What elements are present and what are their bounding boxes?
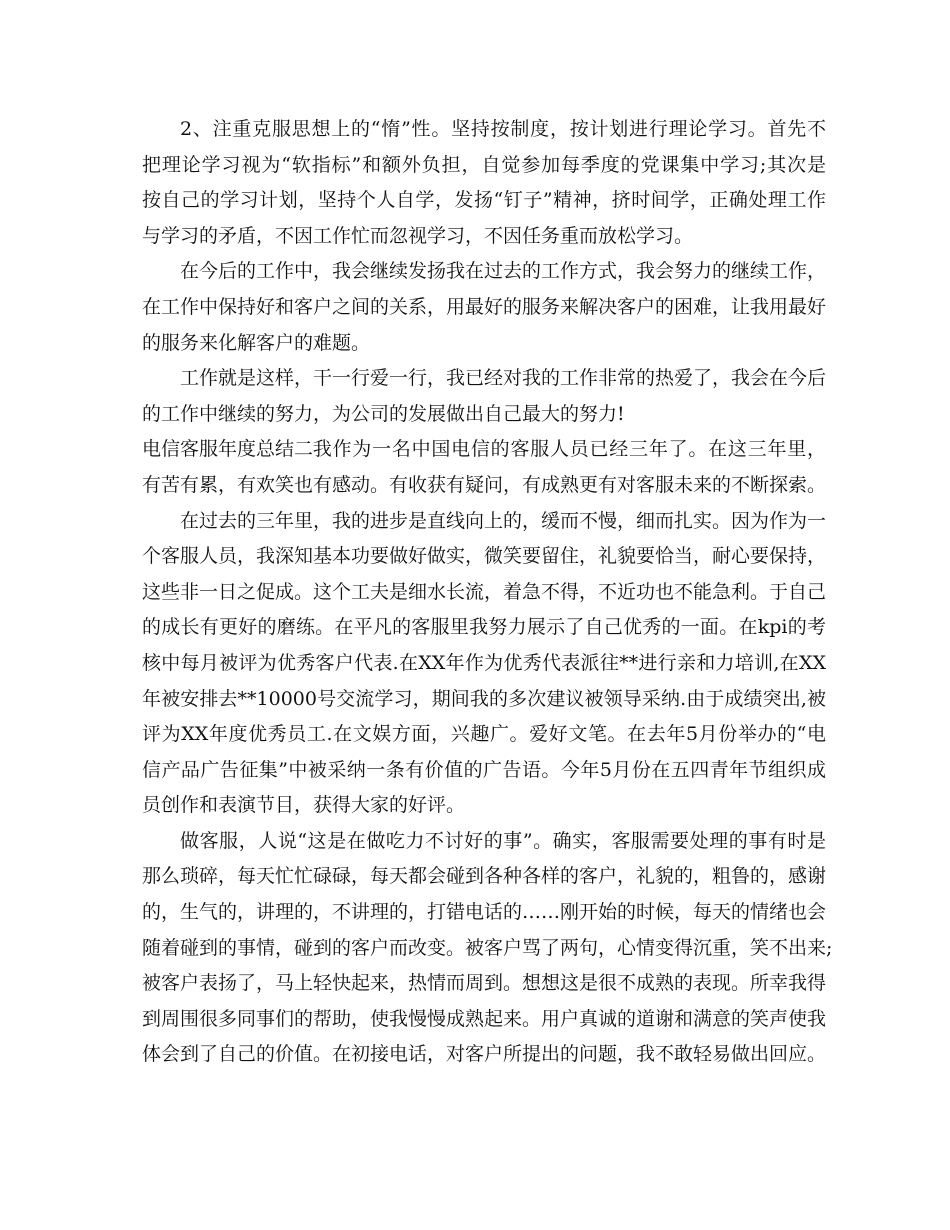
paragraph-4-line-1-text: 我作为一名中国电信的客服人员已经三年了。在这三年里， bbox=[312, 438, 826, 461]
paragraph-6-line-4: 随着碰到的事情，碰到的客户而改变。被客户骂了两句，心情变得沉重，笑不出来; bbox=[142, 936, 833, 959]
paragraph-5-line-9: 员创作和表演节目，获得大家的好评。 bbox=[142, 794, 466, 817]
paragraph-5-line-6: 年被安排去**10000号交流学习，期间我的多次建议被领导采纳.由于成绩突出,被 bbox=[142, 687, 826, 710]
paragraph-5-line-3: 这些非一日之促成。这个工夫是细水长流，着急不得，不近功也不能急利。于自己 bbox=[142, 580, 827, 603]
paragraph-2-line-2: 在工作中保持好和客户之间的关系，用最好的服务来解决客户的困难，让我用最好 bbox=[142, 295, 827, 318]
paragraph-4-line-1 bbox=[142, 432, 826, 468]
paragraph-6-line-3: 的，生气的，讲理的，不讲理的，打错电话的……刚开始的时候，每天的情绪也会 bbox=[142, 901, 827, 924]
document-body bbox=[142, 112, 833, 1073]
paragraph-3-line-1: 工作就是这样，干一行爱一行，我已经对我的工作非常的热爱了，我会在今后 bbox=[180, 367, 827, 390]
paragraph-5-line-8: 信产品广告征集”中被采纳一条有价值的广告语。今年5月份在五四青年节组织成 bbox=[142, 758, 826, 781]
paragraph-5-line-7: 评为XX年度优秀员工.在文娱方面，兴趣广。爱好文笔。在去年5月份举办的“电 bbox=[142, 723, 826, 746]
paragraph-6-line-1: 做客服，人说“这是在做吃力不讨好的事”。确实，客服需要处理的事有时是 bbox=[180, 829, 826, 852]
paragraph-1-line-2: 把理论学习视为“软指标”和额外负担，自觉参加每季度的党课集中学习;其次是 bbox=[142, 153, 826, 176]
paragraph-5-line-2: 个客服人员，我深知基本功要做好做实，微笑要留住，礼貌要恰当，耐心要保持， bbox=[142, 545, 827, 568]
paragraph-5-line-4: 的成长有更好的磨练。在平凡的客服里我努力展示了自己优秀的一面。在kpi的考 bbox=[142, 616, 826, 639]
paragraph-2-line-3: 的服务来化解客户的难题。 bbox=[142, 331, 371, 354]
paragraph-3-line-2: 的工作中继续的努力，为公司的发展做出自己最大的努力! bbox=[142, 402, 625, 425]
paragraph-5-line-1: 在过去的三年里，我的进步是直线向上的，缓而不慢，细而扎实。因为作为一 bbox=[180, 509, 827, 532]
paragraph-6-line-6: 到周围很多同事们的帮助，使我慢慢成熟起来。用户真诚的道谢和满意的笑声使我 bbox=[142, 1007, 827, 1030]
paragraph-5-line-5: 核中每月被评为优秀客户代表.在XX年作为优秀代表派往**进行亲和力培训,在XX bbox=[142, 651, 826, 674]
paragraph-4-line-2: 有苦有累，有欢笑也有感动。有收获有疑问，有成熟更有对客服未来的不断探索。 bbox=[142, 473, 827, 496]
paragraph-6-line-5: 被客户表扬了，马上轻快起来，热情而周到。想想这是很不成熟的表现。所幸我得 bbox=[142, 972, 827, 995]
paragraph-1-line-3: 按自己的学习计划，坚持个人自学，发扬“钉子”精神，挤时间学，正确处理工作 bbox=[142, 189, 826, 212]
paragraph-6-line-2: 那么琐碎，每天忙忙碌碌，每天都会碰到各种各样的客户，礼貌的，粗鲁的，感谢 bbox=[142, 865, 827, 888]
section-heading: 电信客服年度总结二 bbox=[142, 438, 314, 461]
paragraph-6-line-7: 体会到了自己的价值。在初接电话，对客户所提出的问题，我不敢轻易做出回应。 bbox=[142, 1043, 827, 1066]
paragraph-1-line-4: 与学习的矛盾，不因工作忙而忽视学习，不因任务重而放松学习。 bbox=[142, 224, 694, 247]
paragraph-1-line-1: 2、注重克服思想上的“惰”性。坚持按制度，按计划进行理论学习。首先不 bbox=[180, 118, 826, 140]
paragraph-2-line-1: 在今后的工作中，我会继续发扬我在过去的工作方式，我会努力的继续工作， bbox=[180, 260, 827, 283]
